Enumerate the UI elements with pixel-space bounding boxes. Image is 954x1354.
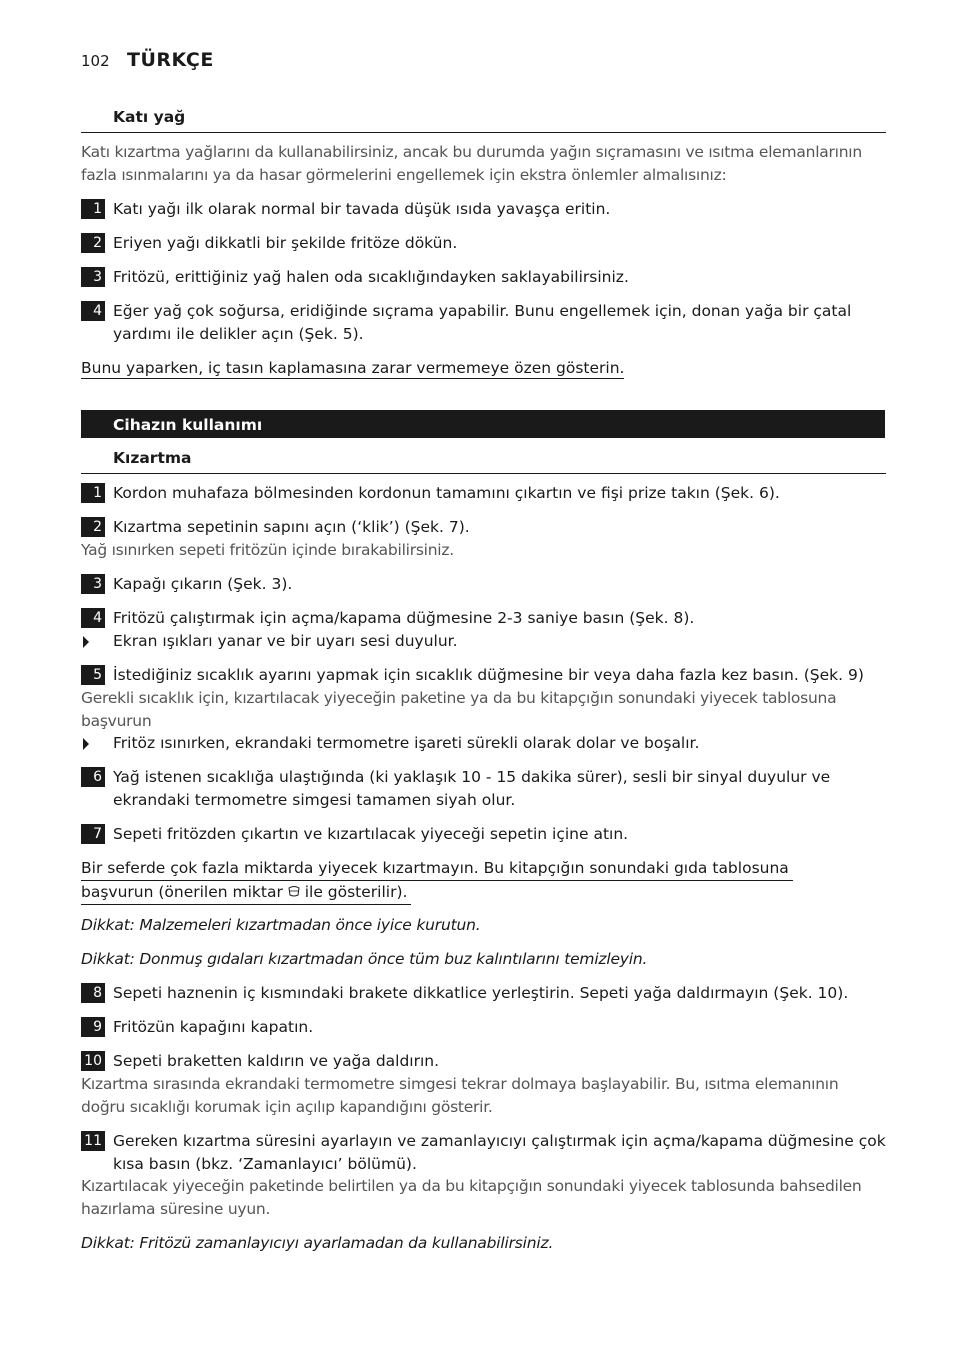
step-number: 7 [81,824,105,844]
page-number: 102 [81,52,110,70]
step-text: Eğer yağ çok soğursa, eridiğinde sıçrama yapabilir. Bunu engellemek için, donan yağa bir çatal yardımı ile delikler açın (Şek. 5). [113,302,852,343]
step-item [81,766,891,812]
step-text: İstediğiniz sıcaklık ayarını yapmak için sıcaklık düğmesine bir veya daha fazla kez basın. (Şek. 9) [113,666,864,684]
step-number: 11 [81,1131,105,1151]
step-note: Yağ ısınırken sepeti fritözün içinde bırakabilirsiniz. [81,541,454,559]
step-number: 3 [81,574,105,594]
step-number: 1 [81,483,105,503]
step-number: 4 [81,301,105,321]
step-item [81,1016,891,1039]
step-number: 3 [81,267,105,287]
step-text: Fritözü, erittiğiniz yağ halen oda sıcaklığındayken saklayabilirsiniz. [113,268,629,286]
step-text: Yağ istenen sıcaklığa ulaştığında (ki yaklaşık 10 - 15 dakika sürer), sesli bir sinyal duyulur ve ekrandaki termometre simgesi tamamen siyah olur. [113,768,831,809]
step-note: Kızartma sırasında ekrandaki termometre simgesi tekrar dolmaya başlayabilir. Bu, ısıtma elemanının doğru sıcaklığı korumak için açılıp kapandığını gösterir. [81,1075,839,1116]
step-text: Kızartma sepetinin sapını açın (‘klik’) (Şek. 7). [113,518,470,536]
tip-frozen-food: Dikkat: Donmuş gıdaları kızartmadan önce tüm buz kalıntılarını temizleyin. [81,950,648,968]
step-text: Sepeti braketten kaldırın ve yağa daldırın. [113,1052,440,1070]
step-item [81,1130,891,1176]
step-item [81,982,891,1005]
step-text: Gereken kızartma süresini ayarlayın ve zamanlayıcıyı çalıştırmak için açma/kapama düğmesine çok kısa basın (bkz. ‘Zamanlayıcı’ bölümü). [113,1132,886,1173]
step-item [81,573,891,596]
intro-paragraph: Katı kızartma yağlarını da kullanabilirsiniz, ancak bu durumda yağın sıçramasını ve ısıtma elemanlarının fazla ısınmalarını ya da hasar görmelerini engellemek için ekstra önlemler almalısınız: [81,143,862,184]
step-item [81,607,891,630]
step-item [81,198,891,221]
step-note: Gerekli sıcaklık için, kızartılacak yiyeceğin paketine ya da bu kitapçığın sonundaki yiyecek tablosuna başvurun [81,689,837,730]
step-text: Katı yağı ilk olarak normal bir tavada düşük ısıda yavaşça eritin. [113,200,611,218]
step-number: 6 [81,767,105,787]
section-heading-kati-yag: Katı yağ [81,106,886,133]
step-item [81,300,891,346]
step-item [81,266,891,289]
step-item [81,516,891,539]
step-text: Kapağı çıkarın (Şek. 3). [113,575,293,593]
step-number: 10 [81,1051,105,1071]
step-number: 1 [81,199,105,219]
caution-note: Bunu yaparken, iç tasın kaplamasına zarar vermemeye özen gösterin. [81,359,625,377]
step-text: Kordon muhafaza bölmesinden kordonun tamamını çıkartın ve fişi prize takın (Şek. 6). [113,484,780,502]
step-number: 8 [81,983,105,1003]
step-text: Sepeti haznenin iç kısmındaki brakete dikkatlice yerleştirin. Sepeti yağa daldırmayın (Şek. 10). [113,984,849,1002]
step-number: 4 [81,608,105,628]
step-item [81,1050,891,1073]
step-number: 2 [81,517,105,537]
step-note: Kızartılacak yiyeceğin paketinde belirtilen ya da bu kitapçığın sonundaki yiyecek tablosunda bahsedilen hazırlama süresine uyun. [81,1177,862,1218]
step-text: Eriyen yağı dikkatli bir şekilde fritöze dökün. [113,234,458,252]
step-number: 2 [81,233,105,253]
step-text: Sepeti fritözden çıkartın ve kızartılacak yiyeceği sepetin içine atın. [113,825,629,843]
tip-timer: Dikkat: Fritözü zamanlayıcıyı ayarlamadan da kullanabilirsiniz. [81,1234,554,1252]
quantity-warning: Bir seferde çok fazla miktarda yiyecek kızartmayın. Bu kitapçığın sonundaki gıda tablosuna başvurun (önerilen miktar ile gösterilir). [81,857,886,905]
step-item [81,823,891,846]
step-text: Fritözü çalıştırmak için açma/kapama düğmesine 2-3 saniye basın (Şek. 8). [113,609,695,627]
triangle-bullet-icon [83,636,89,648]
step-item [81,664,891,687]
result-bullet: Fritöz ısınırken, ekrandaki termometre işareti sürekli olarak dolar ve boşalır. [81,732,891,755]
step-number: 5 [81,665,105,685]
step-number: 9 [81,1017,105,1037]
language-title: TÜRKÇE [127,49,214,71]
step-item [81,482,891,505]
triangle-bullet-icon [83,738,89,750]
tip-dry-ingredients: Dikkat: Malzemeleri kızartmadan önce iyice kurutun. [81,916,481,934]
section-bar-usage: Cihazın kullanımı [81,410,885,438]
section-heading-kizartma: Kızartma [81,447,886,474]
result-bullet: Ekran ışıkları yanar ve bir uyarı sesi duyulur. [81,630,891,653]
basket-icon [288,885,300,898]
step-text: Fritözün kapağını kapatın. [113,1018,314,1036]
step-item [81,232,891,255]
